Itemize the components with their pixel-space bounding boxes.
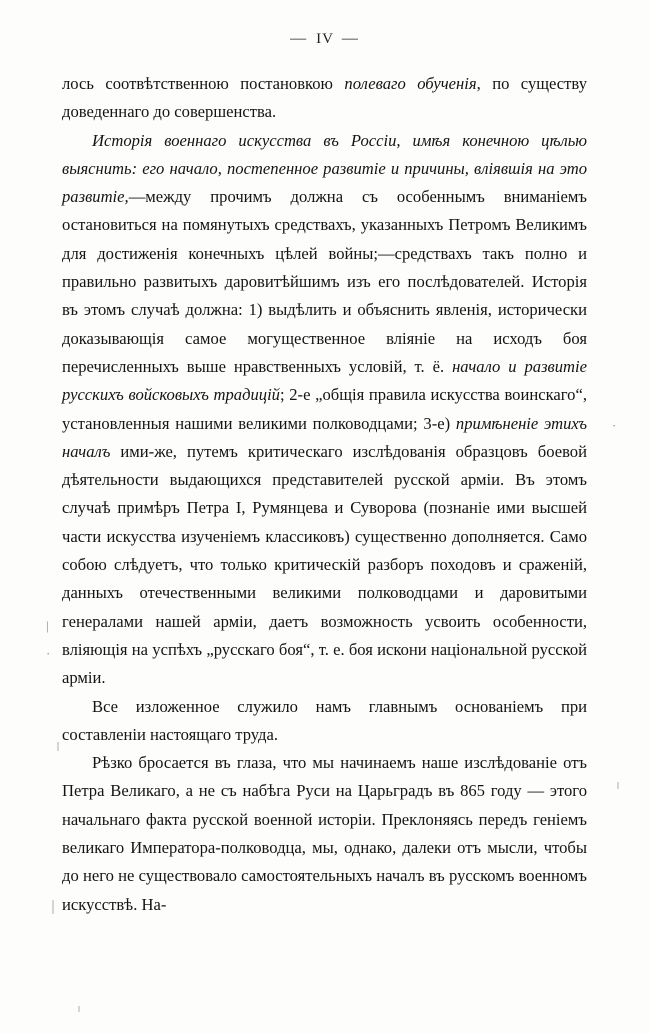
scan-speck-2	[57, 742, 59, 751]
paragraph-2-italic-2: начало и развитіе русскихъ войсковыхъ традицій	[62, 356, 587, 405]
scan-speck-1	[52, 900, 54, 914]
paragraph-2-part-b: ; 2-е „общія правила искусства воинскаго“, установленныя нашими великими полководцами; 3-е)	[62, 385, 587, 433]
paragraph-1-part-2: , по существу доведеннаго до совершенства.	[62, 74, 587, 122]
paragraph-4: Рѣзко бросается въ глаза, что мы начинаемъ наше изслѣдованіе отъ Петра Великаго, а не съ набѣга Руси на Царьградъ въ 865 году — этого начальнаго факта русской военной исторіи. Преклоняясь передъ геніемъ великаго Императора-полководца, мы, однако, далеки отъ мысли, чтобы до него не существовало самостоятельныхъ началъ въ русскомъ военномъ искусствѣ. На-	[62, 753, 587, 914]
paragraph-2-italic-3: примѣненіе этихъ началъ	[62, 413, 587, 461]
paragraph-1	[62, 70, 587, 127]
header-dash-left: —	[290, 30, 309, 47]
paragraph-1-part-1: лось соотвѣтственною постановкою	[62, 74, 345, 93]
paragraph-2	[62, 127, 587, 693]
paragraph-2-part-c: ими-же, путемъ критическаго изслѣдованія образцовъ боевой дѣятельности выдающихся представителей русской арміи. Въ этомъ случаѣ примѣръ Петра I, Румянцева и Суворова (познаніе ими высшей части искусства изученіемъ классиковъ) существенно дополняется. Само собою слѣдуетъ, что только критическій разборъ походовъ и сраженій, данныхъ отечественными великими полководцами и даровитыми генералами нашей арміи, даетъ возможность усвоить особенности, вліяющія на успѣхъ „русскаго боя“, т. е. боя искони національной русской арміи.	[62, 441, 587, 688]
body-text	[62, 70, 587, 919]
paragraph-2-part-a: —между прочимъ должна съ особеннымъ вниманіемъ остановиться на помянутыхъ средствахъ, указанныхъ Петромъ Великимъ для достиженія конечныхъ цѣлей войны;—средствахъ такъ полно и правильно развитыхъ даровитѣйшимъ изъ его послѣдователей. Исторія въ этомъ случаѣ должна: 1) выдѣлить и объяснить явленія, исторически доказывающія самое могущественное вліяніе на исходъ боя перечисленныхъ выше нравственныхъ условій, т. ё.	[62, 187, 587, 376]
paragraph-2-italic-lead: Исторія военнаго искусства въ Россіи, имѣя конечною цѣлью выяснить: его начало, постепенное развитіе и причины, вліявшія на это развитіе,	[62, 130, 587, 207]
margin-mark-left-mid: ·	[46, 646, 51, 661]
scan-speck-4	[78, 1006, 80, 1012]
page-header	[0, 30, 650, 48]
margin-mark-right-upper: ·	[612, 418, 617, 433]
scan-speck-3	[617, 782, 619, 789]
paragraph-1-italic: полеваго обученія	[344, 74, 477, 93]
header-dash-right: —	[341, 30, 360, 47]
margin-mark-left-upper: |	[46, 618, 49, 633]
page-number: IV	[316, 31, 334, 47]
paragraph-3: Все изложенное служило намъ главнымъ основаніемъ при составленіи настоящаго труда.	[62, 696, 587, 744]
